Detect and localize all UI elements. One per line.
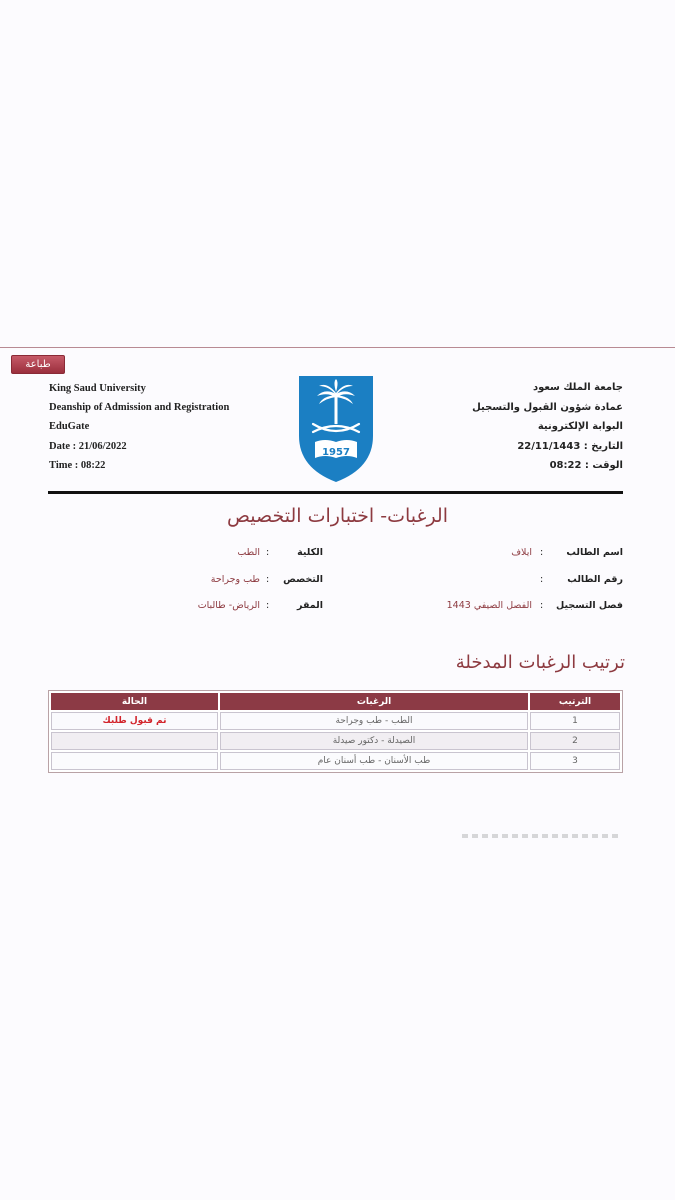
campus-label: المقر — [297, 600, 323, 611]
row-order: 1 — [530, 712, 620, 730]
semester-label: فصل التسجيل — [556, 600, 623, 611]
blurred-footer-text — [462, 834, 622, 838]
table-row — [51, 712, 620, 730]
column-header-status: الحالة — [51, 693, 218, 710]
row-status: تم قبول طلبك — [51, 712, 218, 730]
time-en: Time : 08:22 — [49, 460, 106, 471]
row-choice: الطب - طب وجراحة — [220, 712, 528, 730]
portal-name-en: EduGate — [49, 421, 90, 432]
row-choice: الصيدلة - دكتور صيدلة — [220, 732, 528, 750]
deanship-name-en: Deanship of Admission and Registration — [49, 402, 230, 413]
row-order: 3 — [530, 752, 620, 770]
time-ar: الوقت : 08:22 — [549, 460, 623, 471]
table-header-row — [51, 693, 620, 710]
major-label: التخصص — [283, 574, 323, 585]
column-header-choice: الرغبات — [220, 693, 528, 710]
portal-name-ar: البوابة الإلكترونية — [537, 421, 623, 432]
table-row — [51, 752, 620, 770]
column-header-order: الترتيب — [530, 693, 620, 710]
date-ar: التاريخ : 22/11/1443 — [517, 441, 623, 452]
deanship-name-ar: عمادة شؤون القبول والتسجيل — [472, 402, 623, 413]
table-row — [51, 732, 620, 750]
university-name-en: King Saud University — [49, 383, 146, 394]
row-status — [51, 752, 218, 770]
row-status — [51, 732, 218, 750]
college-value: الطب — [237, 547, 260, 558]
campus-value: الرياض- طالبات — [197, 600, 260, 611]
college-label: الكلية — [297, 547, 323, 558]
header-rule — [48, 491, 623, 494]
student-id-label: رقم الطالب — [567, 574, 623, 585]
choices-table — [48, 690, 623, 773]
row-choice: طب الأسنان - طب أسنان عام — [220, 752, 528, 770]
top-divider — [0, 347, 675, 348]
date-en: Date : 21/06/2022 — [49, 441, 127, 452]
semester-value: الفصل الصيفي 1443 — [446, 600, 532, 611]
university-logo — [297, 374, 375, 484]
university-name-ar: جامعة الملك سعود — [533, 382, 623, 393]
logo-year: 1957 — [322, 447, 350, 458]
page-title: الرغبات- اختبارات التخصيص — [226, 505, 448, 527]
print-button[interactable]: طباعة — [11, 355, 65, 374]
student-name-label: اسم الطالب — [566, 547, 623, 558]
major-value: طب وجراحة — [210, 574, 260, 585]
student-name-value: ايلاف — [511, 547, 532, 558]
choices-section-title: ترتيب الرغبات المدخلة — [455, 652, 625, 673]
row-order: 2 — [530, 732, 620, 750]
